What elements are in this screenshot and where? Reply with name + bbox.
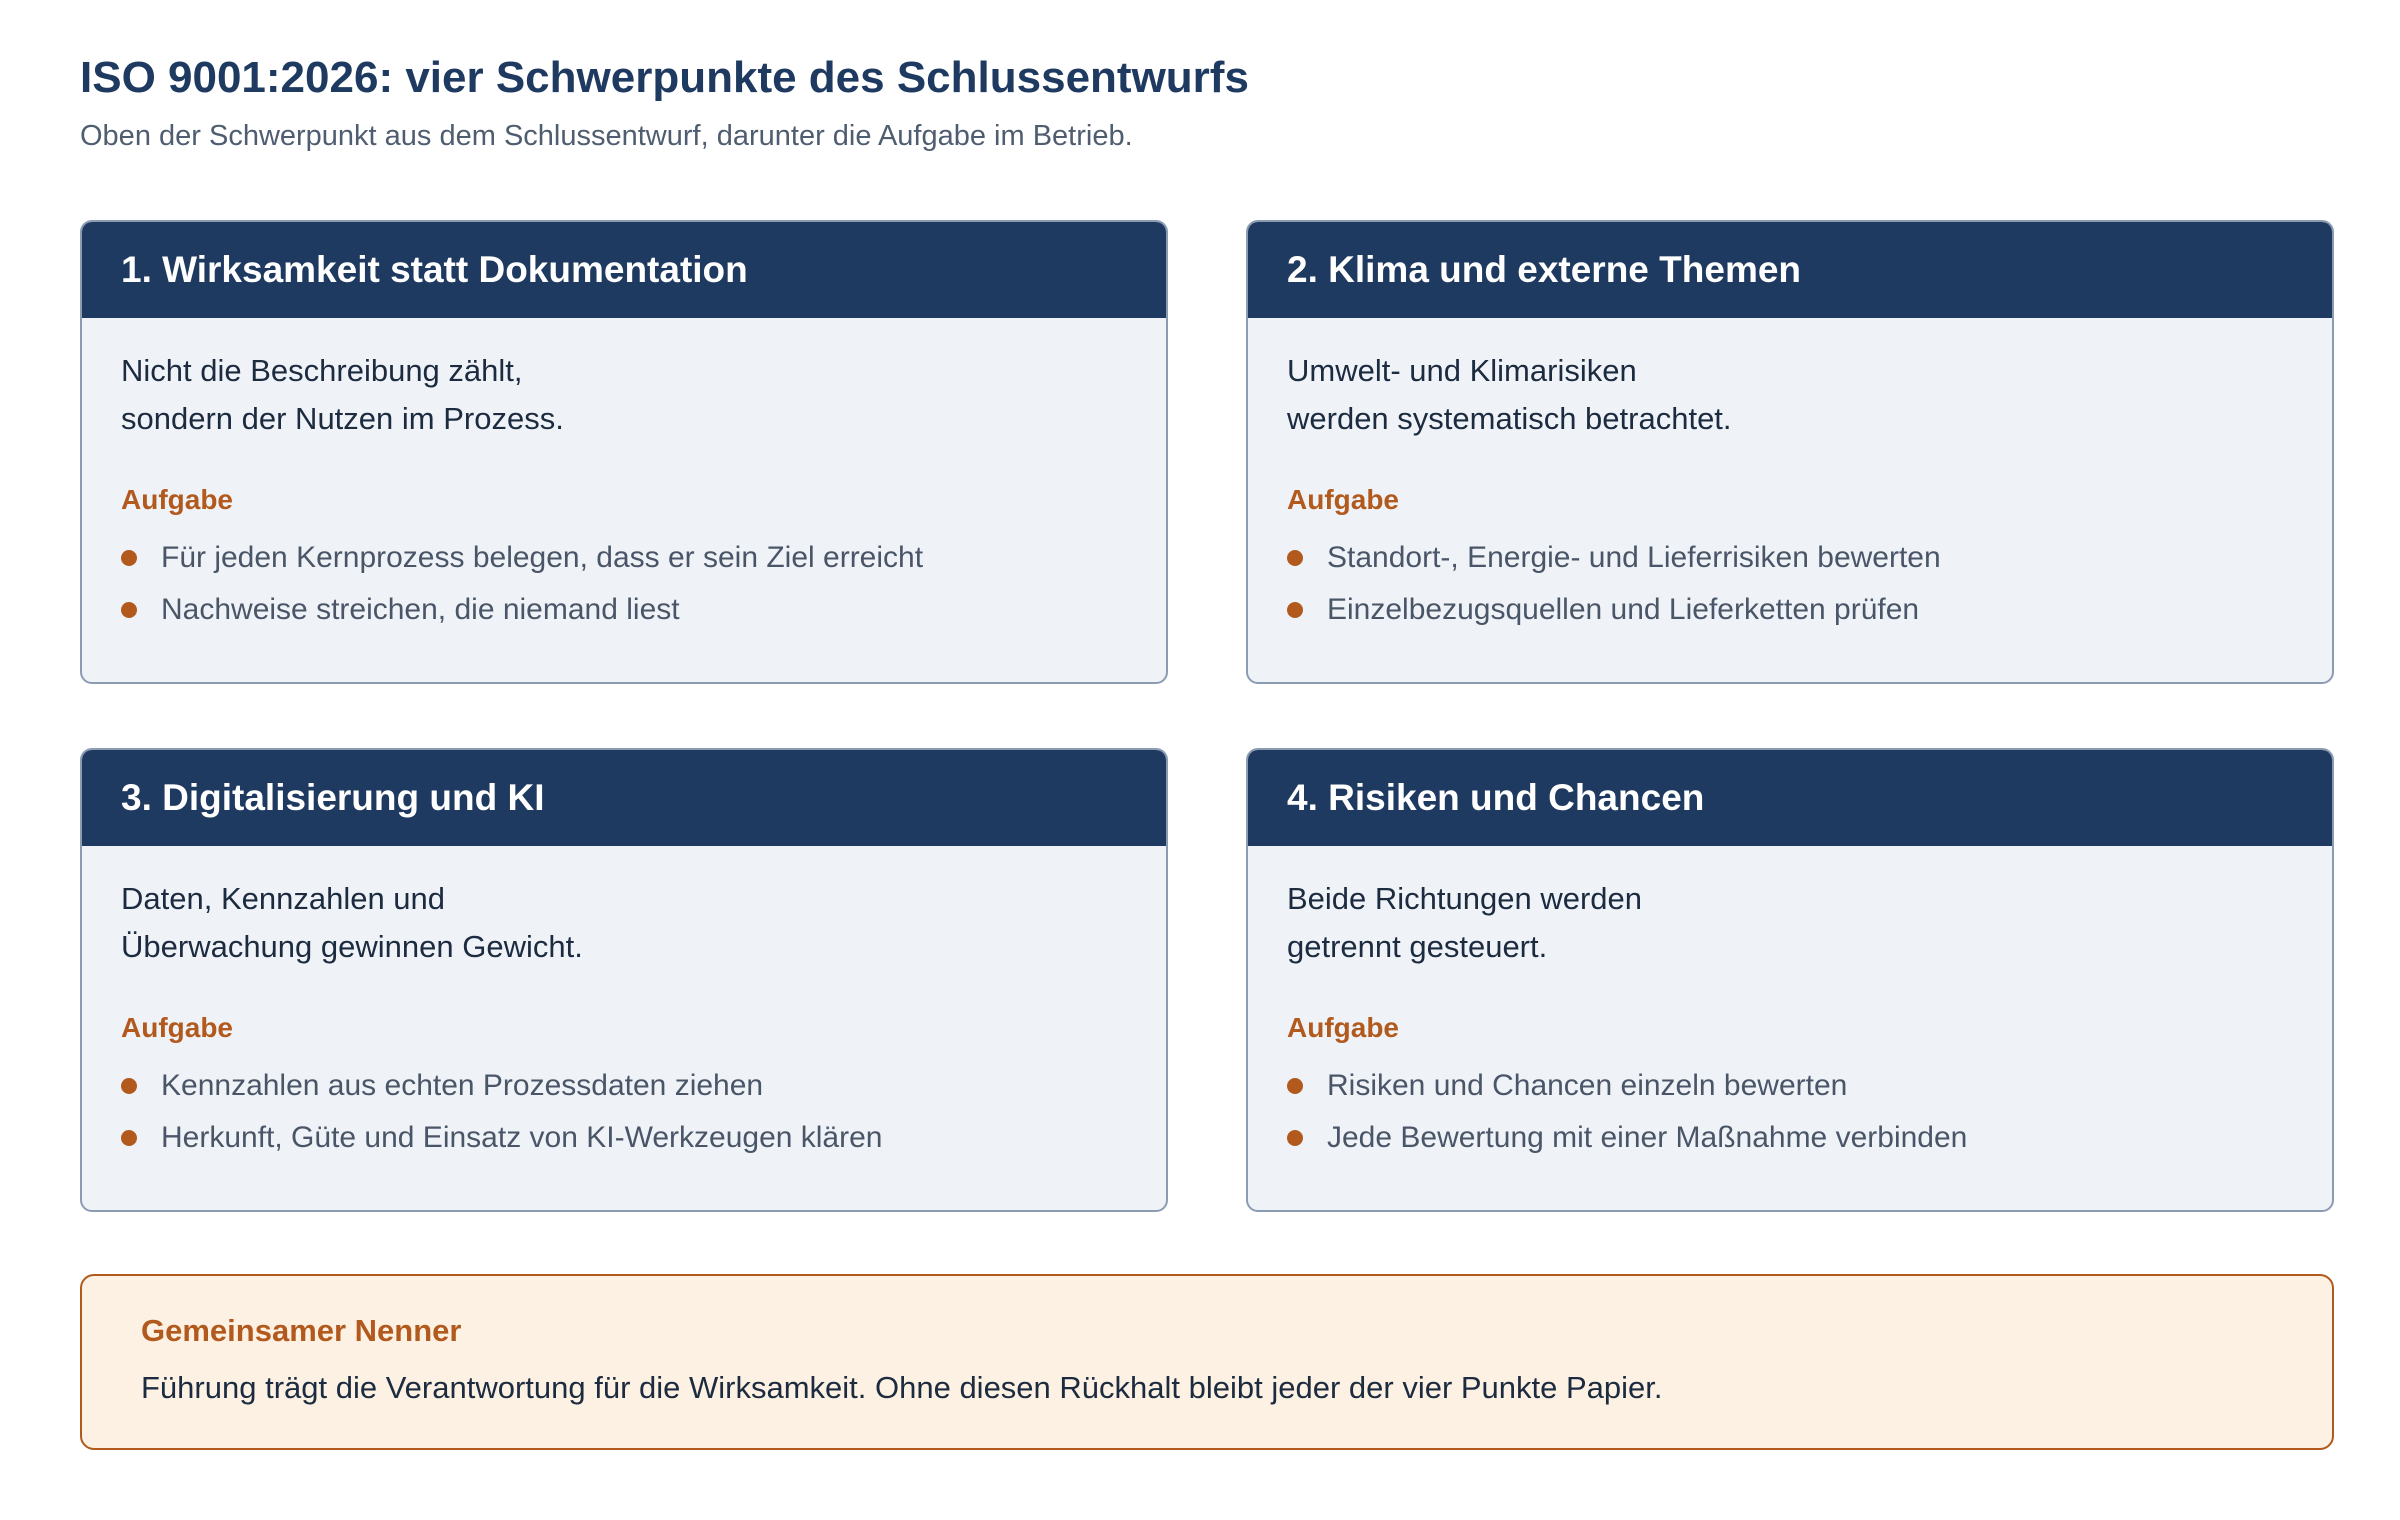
task-item [121, 1060, 1127, 1112]
card-body [1248, 318, 2332, 636]
focus-card-digitalization [80, 748, 1168, 1212]
task-text: Risiken und Chancen einzeln bewerten [1327, 1069, 1848, 1102]
task-text: Standort-, Energie- und Lieferrisiken bewerten [1327, 541, 1941, 574]
bullet-icon [121, 550, 137, 566]
task-item [1287, 532, 2293, 584]
summary-text: Führung trägt die Verantwortung für die Wirksamkeit. Ohne diesen Rückhalt bleibt jeder der vier Punkte Papier. [141, 1370, 1663, 1405]
card-title: 1. Wirksamkeit statt Dokumentation [82, 222, 1166, 318]
bullet-icon [1287, 602, 1303, 618]
card-statement [121, 875, 1127, 971]
task-text: Kennzahlen aus echten Prozessdaten ziehen [161, 1069, 764, 1102]
statement-line: Beide Richtungen werden [1287, 881, 1643, 916]
task-item [1287, 1112, 2293, 1164]
statement-line: sondern der Nutzen im Prozess. [121, 401, 564, 436]
card-body [1248, 846, 2332, 1164]
task-list [121, 1060, 1127, 1164]
card-title: 4. Risiken und Chancen [1248, 750, 2332, 846]
card-statement [1287, 347, 2293, 443]
statement-line: getrennt gesteuert. [1287, 929, 1548, 964]
task-label: Aufgabe [121, 1012, 233, 1043]
card-body [82, 318, 1166, 636]
focus-card-effectiveness [80, 220, 1168, 684]
task-label: Aufgabe [1287, 1012, 1399, 1043]
bullet-icon [1287, 1078, 1303, 1094]
task-list [1287, 532, 2293, 636]
bullet-icon [121, 1078, 137, 1094]
task-text: Jede Bewertung mit einer Maßnahme verbinden [1327, 1121, 1968, 1154]
summary-box [80, 1274, 2334, 1450]
page-subtitle: Oben der Schwerpunkt aus dem Schlussentwurf, darunter die Aufgabe im Betrieb. [80, 120, 1133, 152]
page [80, 48, 2334, 1405]
bullet-icon [121, 602, 137, 618]
task-item [121, 584, 1127, 636]
task-item [121, 1112, 1127, 1164]
statement-line: Umwelt- und Klimarisiken [1287, 353, 1637, 388]
card-title: 3. Digitalisierung und KI [82, 750, 1166, 846]
task-text: Einzelbezugsquellen und Lieferketten prüfen [1327, 593, 1920, 626]
task-item [121, 532, 1127, 584]
task-list [121, 532, 1127, 636]
task-text: Für jeden Kernprozess belegen, dass er sein Ziel erreicht [161, 541, 924, 574]
summary-label: Gemeinsamer Nenner [141, 1313, 462, 1348]
focus-grid [80, 220, 2334, 1212]
task-label: Aufgabe [1287, 484, 1399, 515]
card-title: 2. Klima und externe Themen [1248, 222, 2332, 318]
card-body [82, 846, 1166, 1164]
statement-line: werden systematisch betrachtet. [1287, 401, 1732, 436]
bullet-icon [121, 1130, 137, 1146]
card-statement [121, 347, 1127, 443]
task-list [1287, 1060, 2293, 1164]
bullet-icon [1287, 1130, 1303, 1146]
bullet-icon [1287, 550, 1303, 566]
task-item [1287, 584, 2293, 636]
task-text: Nachweise streichen, die niemand liest [161, 593, 680, 626]
statement-line: Daten, Kennzahlen und [121, 881, 446, 916]
task-text: Herkunft, Güte und Einsatz von KI-Werkzeugen klären [161, 1121, 883, 1154]
task-item [1287, 1060, 2293, 1112]
focus-card-climate [1246, 220, 2334, 684]
page-title: ISO 9001:2026: vier Schwerpunkte des Schlussentwurfs [80, 53, 1249, 102]
statement-line: Nicht die Beschreibung zählt, [121, 353, 523, 388]
focus-card-risks [1246, 748, 2334, 1212]
statement-line: Überwachung gewinnen Gewicht. [121, 929, 583, 964]
task-label: Aufgabe [121, 484, 233, 515]
card-statement [1287, 875, 2293, 971]
